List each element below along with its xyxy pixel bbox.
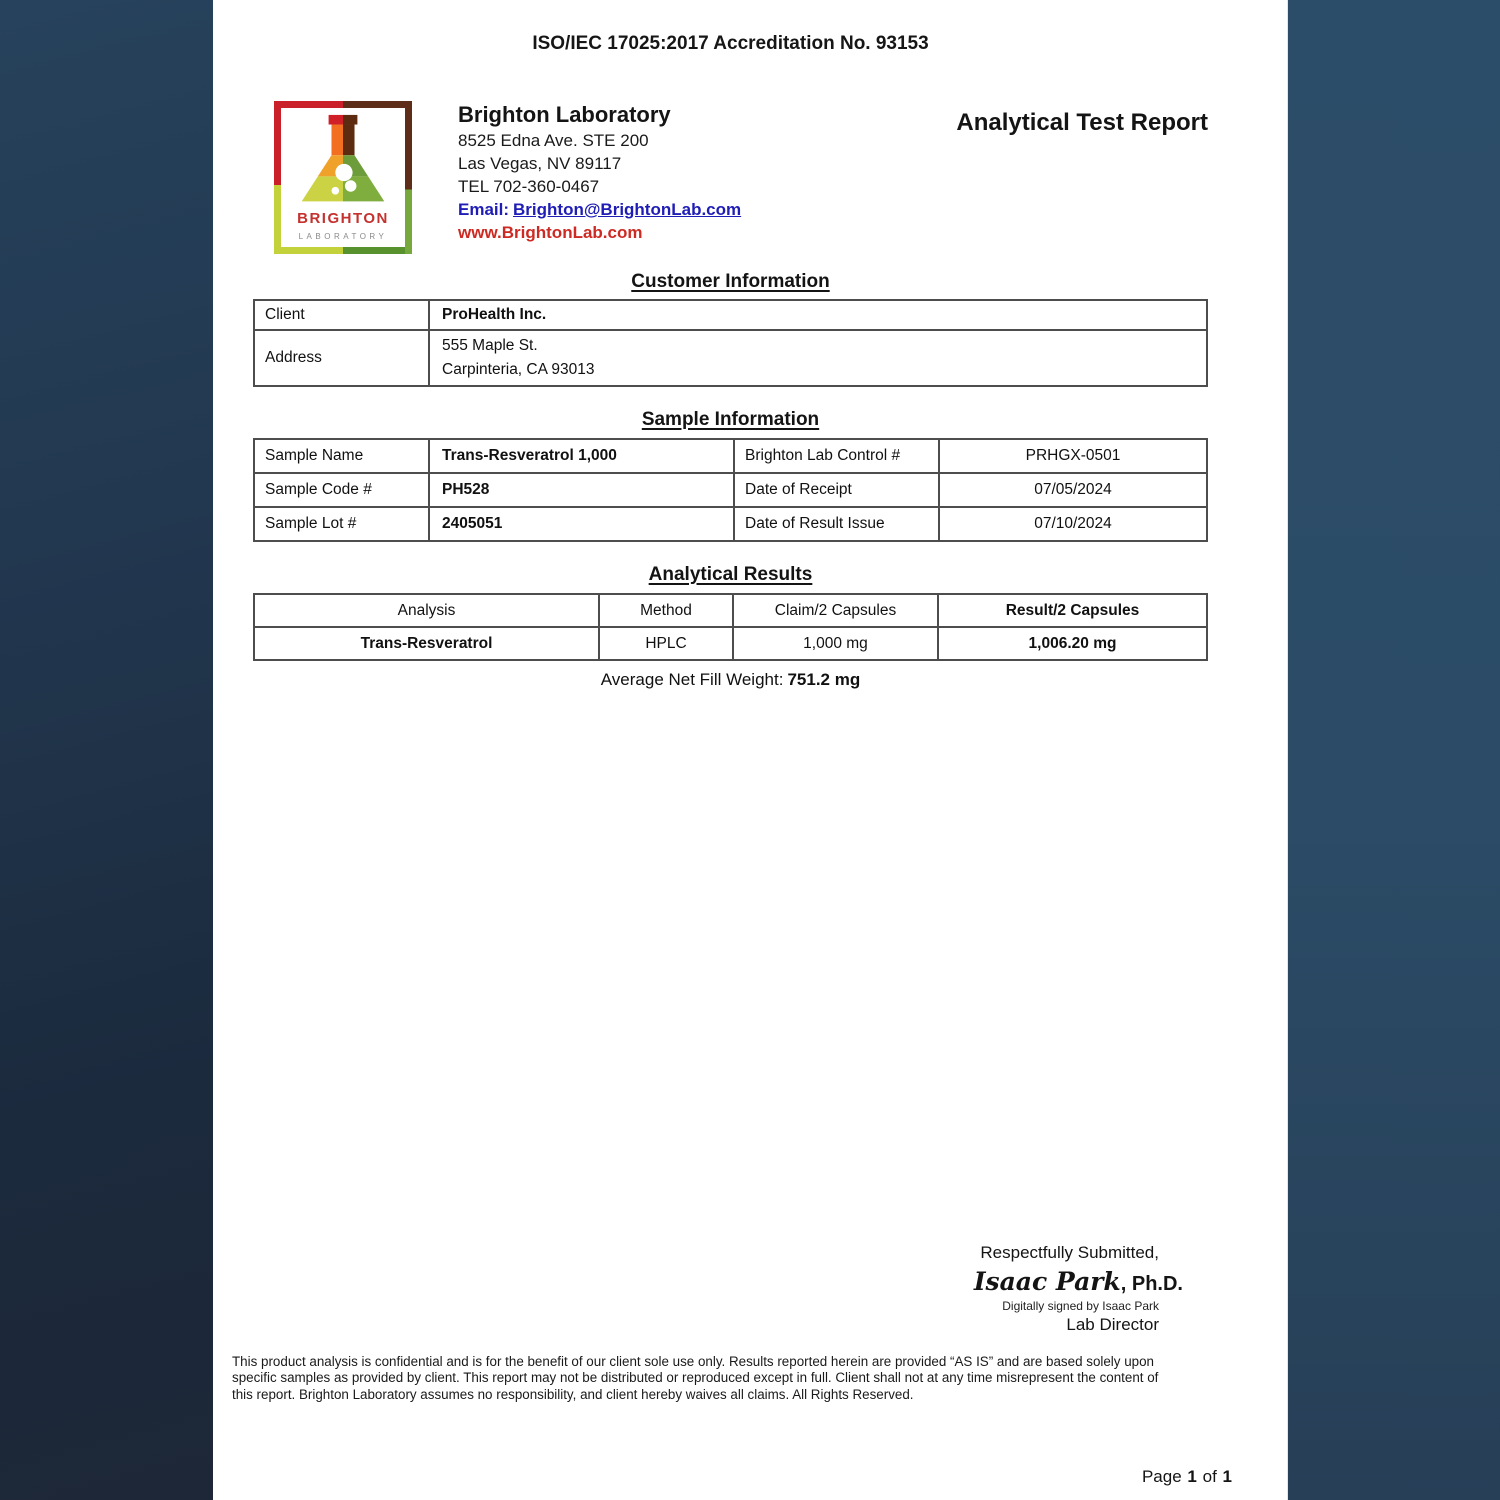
lab-control-label: Brighton Lab Control # [734,439,939,473]
table-row [254,439,1207,473]
date-receipt-label: Date of Receipt [734,473,939,507]
signature-block [973,1243,1183,1335]
lab-director-title: Lab Director [1066,1315,1159,1334]
logo-frame-top [274,101,412,108]
disclaimer-line3: this report. Brighton Laboratory assumes no responsibility, and client hereby waives all claims. All Rights Reserved. [232,1386,914,1402]
sample-code-label: Sample Code # [254,473,429,507]
date-receipt-value: 07/05/2024 [939,473,1207,507]
client-value: ProHealth Inc. [429,300,1207,330]
lab-address-line2: Las Vegas, NV 89117 [458,154,622,173]
col-method: Method [599,594,733,627]
analytical-results-table [253,593,1208,661]
sample-code-value: PH528 [429,473,734,507]
sample-name-value: Trans-Resveratrol 1,000 [429,439,734,473]
customer-info-table [253,299,1208,387]
flask-icon [299,113,387,209]
signature-script: Isaac Park [973,1267,1121,1296]
lab-website: www.BrightonLab.com [458,223,643,242]
signature-name-row [974,1267,1183,1296]
table-row [254,330,1207,386]
avg-fill-value: 751.2 mg [787,670,861,689]
background-right [1287,0,1500,1500]
sample-info-table [253,438,1208,542]
report-content [253,101,1208,690]
table-row [254,627,1207,660]
submitted-line: Respectfully Submitted, [980,1243,1159,1262]
lab-email-line [458,198,741,221]
col-claim: Claim/2 Capsules [733,594,938,627]
report-header [253,101,1208,254]
address-value [429,330,1207,386]
col-result: Result/2 Capsules [938,594,1207,627]
email-label: Email: [458,200,510,219]
sample-name-label: Sample Name [254,439,429,473]
sample-info-heading: Sample Information [641,409,820,430]
sample-lot-value: 2405051 [429,507,734,541]
date-issue-label: Date of Result Issue [734,507,939,541]
lab-control-value: PRHGX-0501 [939,439,1207,473]
avg-fill-label: Average Net Fill Weight: [600,670,784,689]
sample-lot-label: Sample Lot # [254,507,429,541]
method-value: HPLC [599,627,733,660]
date-issue-value: 07/10/2024 [939,507,1207,541]
client-label: Client [254,300,429,330]
address-line1: 555 Maple St. [442,337,538,354]
lab-contact-block [458,101,741,244]
lab-phone: TEL 702-360-0467 [458,177,600,196]
claim-value: 1,000 mg [733,627,938,660]
table-header-row [254,594,1207,627]
disclaimer-text [232,1354,1217,1403]
analytical-results-heading: Analytical Results [648,564,813,585]
logo-sub-text: LABORATORY [298,232,388,241]
signature-suffix: , Ph.D. [1120,1273,1183,1295]
analysis-value: Trans-Resveratrol [254,627,599,660]
customer-info-heading: Customer Information [631,271,830,292]
email-link[interactable]: Brighton@BrightonLab.com [513,200,742,219]
logo-frame-bottom [274,247,412,254]
table-row [254,507,1207,541]
brighton-logo [274,101,412,254]
page-number: Page 1 of 1 [1141,1467,1232,1486]
report-page [213,0,1287,1500]
address-label: Address [254,330,429,386]
lab-name: Brighton Laboratory [458,102,671,127]
background-left [0,0,213,1500]
disclaimer-line1: This product analysis is confidential and is for the benefit of our client sole use only. Results reported herein are provided “AS IS” and are based solely upon [232,1354,1154,1369]
lab-address-line1: 8525 Edna Ave. STE 200 [458,131,649,150]
report-title: Analytical Test Report [956,109,1208,136]
accreditation-header: ISO/IEC 17025:2017 Accreditation No. 93153 [532,33,929,54]
result-value: 1,006.20 mg [938,627,1207,660]
digital-signature-note: Digitally signed by Isaac Park [1002,1299,1159,1313]
logo-brand-text: BRIGHTON [297,210,389,227]
col-analysis: Analysis [254,594,599,627]
avg-net-fill-weight [253,670,1208,690]
table-row [254,473,1207,507]
table-row [254,300,1207,330]
disclaimer-line2: specific samples as provided by client. This report may not be distributed or reproduced except in full. Client shall not at any time misrepresent the content of [232,1370,1159,1386]
address-line2: Carpinteria, CA 93013 [442,361,595,378]
